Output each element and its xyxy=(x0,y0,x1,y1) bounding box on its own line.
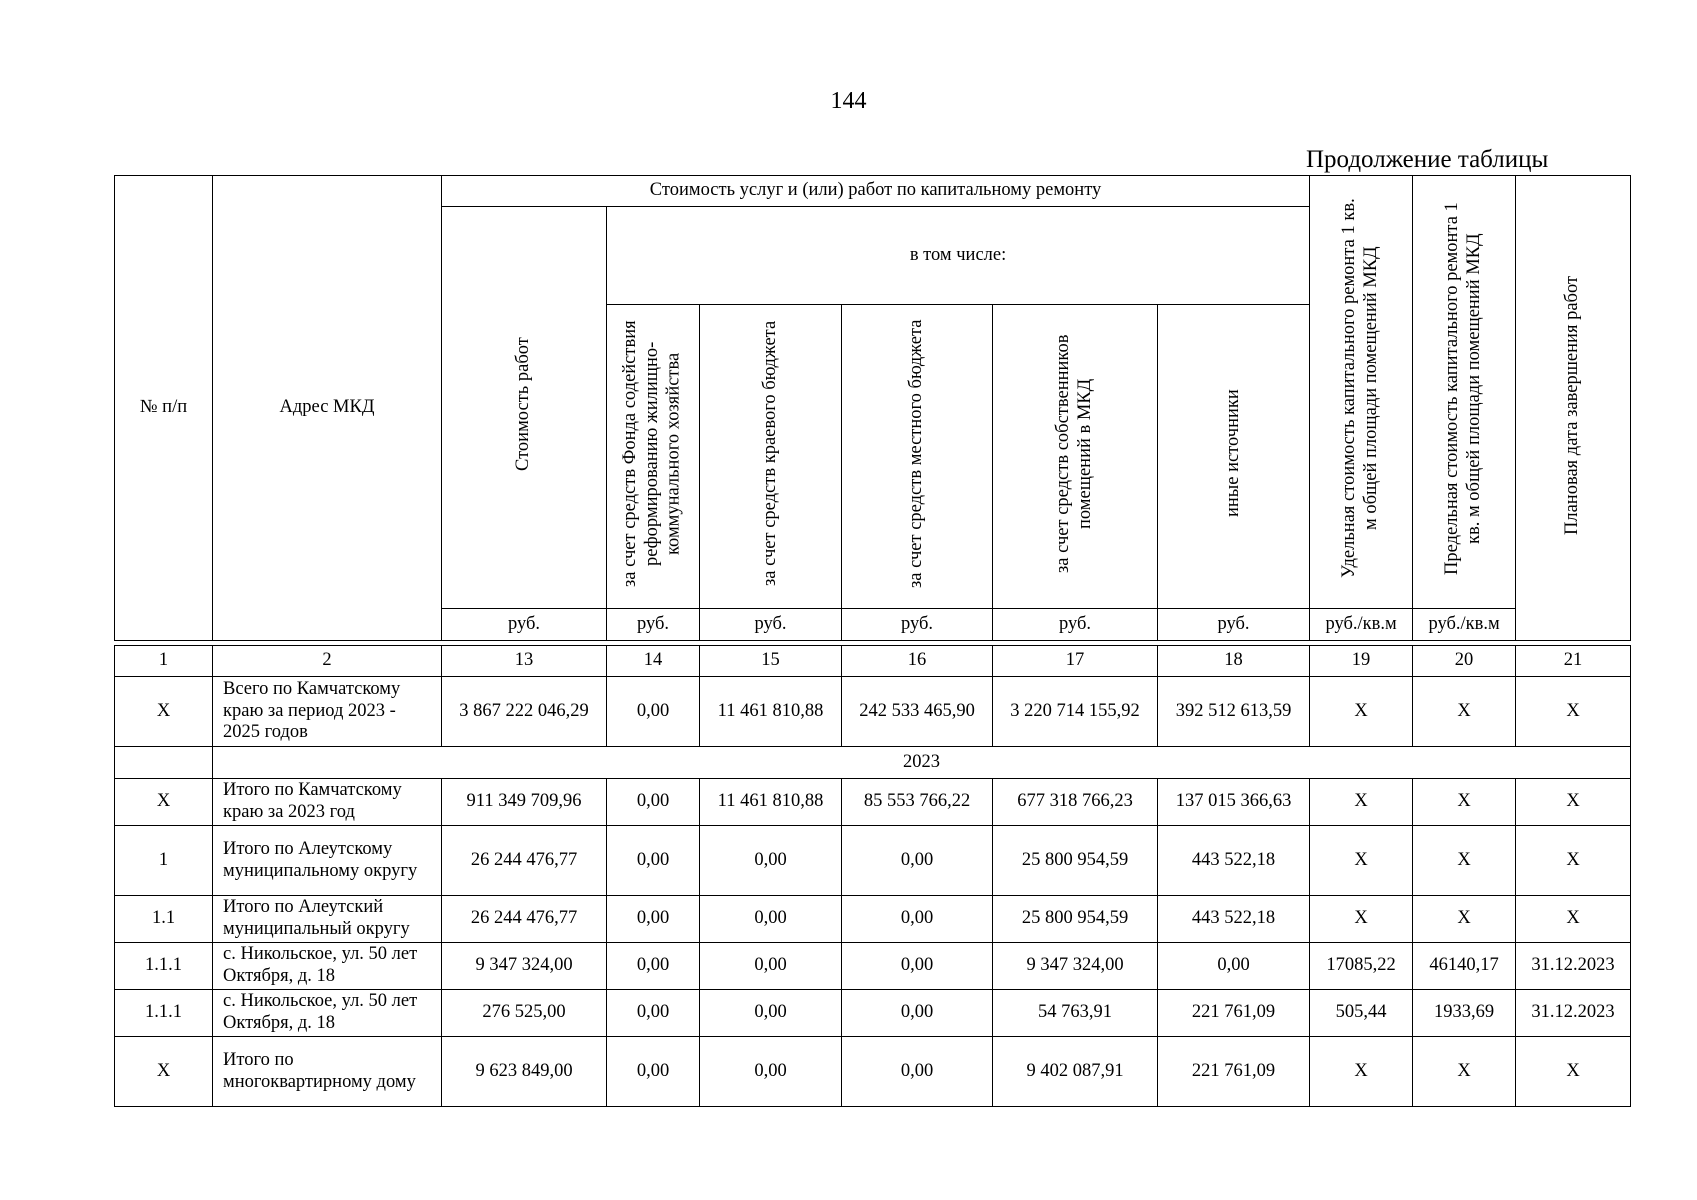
table-cell: X xyxy=(1413,826,1516,896)
header-plan-date-text: Плановая дата завершения работ xyxy=(1562,275,1583,535)
table-cell: 9 347 324,00 xyxy=(442,943,607,990)
header-plan-date xyxy=(1516,176,1631,641)
year-empty-cell xyxy=(115,747,213,779)
table-cell: X xyxy=(1516,677,1631,747)
data-table xyxy=(114,645,1631,1107)
address-cell: Всего по Камчатскому краю за период 2023 - 2025 годов xyxy=(213,677,442,747)
unit-cost: руб. xyxy=(442,609,607,641)
table-row xyxy=(115,943,1631,990)
table-cell: X xyxy=(1516,896,1631,943)
table-cell: 25 800 954,59 xyxy=(993,826,1158,896)
table-cell: 0,00 xyxy=(842,826,993,896)
table-row xyxy=(115,826,1631,896)
table-cell: 0,00 xyxy=(607,1037,700,1107)
table-cell: 0,00 xyxy=(700,943,842,990)
unit-unit-cost: руб./кв.м xyxy=(1310,609,1413,641)
header-fund-text: за счет средств Фонда содействия реформированию жилищно-коммунального хозяйства xyxy=(620,319,684,587)
table-cell: 1.1.1 xyxy=(115,943,213,990)
table-cell: 392 512 613,59 xyxy=(1158,677,1310,747)
year-row xyxy=(115,747,1631,779)
table-cell: X xyxy=(1413,1037,1516,1107)
table-cell: 31.12.2023 xyxy=(1516,990,1631,1037)
address-cell: с. Никольское, ул. 50 лет Октября, д. 18 xyxy=(213,943,442,990)
unit-owners: руб. xyxy=(993,609,1158,641)
column-number-cell: 13 xyxy=(442,646,607,677)
table-cell: 1 xyxy=(115,826,213,896)
table-row xyxy=(115,990,1631,1037)
table-cell: 85 553 766,22 xyxy=(842,779,993,826)
year-cell: 2023 xyxy=(213,747,1631,779)
table-cell: 31.12.2023 xyxy=(1516,943,1631,990)
column-number-cell: 2 xyxy=(213,646,442,677)
column-numbers-row xyxy=(115,646,1631,677)
table-cell: 0,00 xyxy=(842,896,993,943)
unit-fund: руб. xyxy=(607,609,700,641)
header-unit-cost-text: Удельная стоимость капитального ремонта 1 кв. м общей площади помещений МКД xyxy=(1339,198,1382,579)
table-cell: 221 761,09 xyxy=(1158,1037,1310,1107)
header-local-text: за счет средств местного бюджета xyxy=(906,318,927,588)
unit-regional: руб. xyxy=(700,609,842,641)
column-number-cell: 19 xyxy=(1310,646,1413,677)
address-cell: Итого по Алеутскому муниципальному округу xyxy=(213,826,442,896)
table-cell: 0,00 xyxy=(607,677,700,747)
table-cell: X xyxy=(1310,1037,1413,1107)
column-number-cell: 20 xyxy=(1413,646,1516,677)
table-cell: 677 318 766,23 xyxy=(993,779,1158,826)
table-cell: 9 347 324,00 xyxy=(993,943,1158,990)
table-cell: 11 461 810,88 xyxy=(700,779,842,826)
header-owners xyxy=(993,305,1158,609)
column-number-cell: 15 xyxy=(700,646,842,677)
header-including: в том числе: xyxy=(607,207,1310,305)
column-number-cell: 14 xyxy=(607,646,700,677)
table-cell: 443 522,18 xyxy=(1158,896,1310,943)
header-address: Адрес МКД xyxy=(213,176,442,641)
table-cell: X xyxy=(115,779,213,826)
table-cell: 11 461 810,88 xyxy=(700,677,842,747)
header-fund xyxy=(607,305,700,609)
address-cell: Итого по Алеутский муниципальный округу xyxy=(213,896,442,943)
column-number-cell: 21 xyxy=(1516,646,1631,677)
column-number-cell: 16 xyxy=(842,646,993,677)
table-cell: 0,00 xyxy=(700,1037,842,1107)
table-cell: X xyxy=(1413,779,1516,826)
table-cell: X xyxy=(1516,1037,1631,1107)
table-cell: 0,00 xyxy=(842,990,993,1037)
header-other xyxy=(1158,305,1310,609)
table-cell: 9 623 849,00 xyxy=(442,1037,607,1107)
table-row xyxy=(115,896,1631,943)
table-cell: 0,00 xyxy=(607,826,700,896)
table-cell: 17085,22 xyxy=(1310,943,1413,990)
continuation-caption: Продолжение таблицы xyxy=(1306,146,1549,173)
table-cell: 1933,69 xyxy=(1413,990,1516,1037)
unit-local: руб. xyxy=(842,609,993,641)
header-limit-cost-text: Предельная стоимость капитального ремонта 1 кв. м общей площади помещений МКД xyxy=(1442,202,1485,575)
column-number-cell: 17 xyxy=(993,646,1158,677)
table-cell: 0,00 xyxy=(607,779,700,826)
table-cell: 276 525,00 xyxy=(442,990,607,1037)
header-cost-group: Стоимость услуг и (или) работ по капитальному ремонту xyxy=(442,176,1310,207)
table-row xyxy=(115,779,1631,826)
table-cell: 0,00 xyxy=(607,943,700,990)
table-cell: 221 761,09 xyxy=(1158,990,1310,1037)
table-cell: X xyxy=(1310,677,1413,747)
table-cell: 137 015 366,63 xyxy=(1158,779,1310,826)
table-row xyxy=(115,1037,1631,1107)
table-cell: 1.1 xyxy=(115,896,213,943)
header-other-text: иные источники xyxy=(1222,389,1243,517)
table-cell: 0,00 xyxy=(842,1037,993,1107)
header-owners-text: за счет средств собственников помещений в МКД xyxy=(1053,333,1095,573)
table-cell: 0,00 xyxy=(1158,943,1310,990)
column-number-cell: 1 xyxy=(115,646,213,677)
table-row xyxy=(115,677,1631,747)
table-cell: X xyxy=(1516,779,1631,826)
table-cell: X xyxy=(1310,826,1413,896)
header-regional xyxy=(700,305,842,609)
table-cell: 505,44 xyxy=(1310,990,1413,1037)
table-cell: 25 800 954,59 xyxy=(993,896,1158,943)
table-cell: 3 867 222 046,29 xyxy=(442,677,607,747)
header-regional-text: за счет средств краевого бюджета xyxy=(759,320,780,586)
table-cell: 911 349 709,96 xyxy=(442,779,607,826)
header-cost-text: Стоимость работ xyxy=(513,337,534,471)
table-cell: 1.1.1 xyxy=(115,990,213,1037)
table-cell: 0,00 xyxy=(700,896,842,943)
column-number-cell: 18 xyxy=(1158,646,1310,677)
table-cell: 0,00 xyxy=(700,990,842,1037)
address-cell: с. Никольское, ул. 50 лет Октября, д. 18 xyxy=(213,990,442,1037)
table-cell: X xyxy=(115,1037,213,1107)
table-cell: 443 522,18 xyxy=(1158,826,1310,896)
header-table xyxy=(114,175,1631,641)
table-cell: X xyxy=(1413,896,1516,943)
table-cell: 0,00 xyxy=(700,826,842,896)
table-cell: X xyxy=(1310,896,1413,943)
table-cell: 242 533 465,90 xyxy=(842,677,993,747)
table-cell: 0,00 xyxy=(842,943,993,990)
table-cell: 9 402 087,91 xyxy=(993,1037,1158,1107)
table-cell: 0,00 xyxy=(607,990,700,1037)
page-number: 144 xyxy=(830,88,867,114)
table-cell: X xyxy=(115,677,213,747)
table-cell: 46140,17 xyxy=(1413,943,1516,990)
table-cell: 26 244 476,77 xyxy=(442,896,607,943)
table-cell: 26 244 476,77 xyxy=(442,826,607,896)
header-no: № п/п xyxy=(115,176,213,641)
header-unit-cost xyxy=(1310,176,1413,609)
table-cell: X xyxy=(1413,677,1516,747)
header-cost xyxy=(442,207,607,609)
table-cell: X xyxy=(1310,779,1413,826)
address-cell: Итого по Камчатскому краю за 2023 год xyxy=(213,779,442,826)
unit-limit-cost: руб./кв.м xyxy=(1413,609,1516,641)
unit-other: руб. xyxy=(1158,609,1310,641)
table-cell: 0,00 xyxy=(607,896,700,943)
table-cell: 3 220 714 155,92 xyxy=(993,677,1158,747)
header-limit-cost xyxy=(1413,176,1516,609)
address-cell: Итого по многоквартирному дому xyxy=(213,1037,442,1107)
table-cell: 54 763,91 xyxy=(993,990,1158,1037)
table-cell: X xyxy=(1516,826,1631,896)
header-local xyxy=(842,305,993,609)
